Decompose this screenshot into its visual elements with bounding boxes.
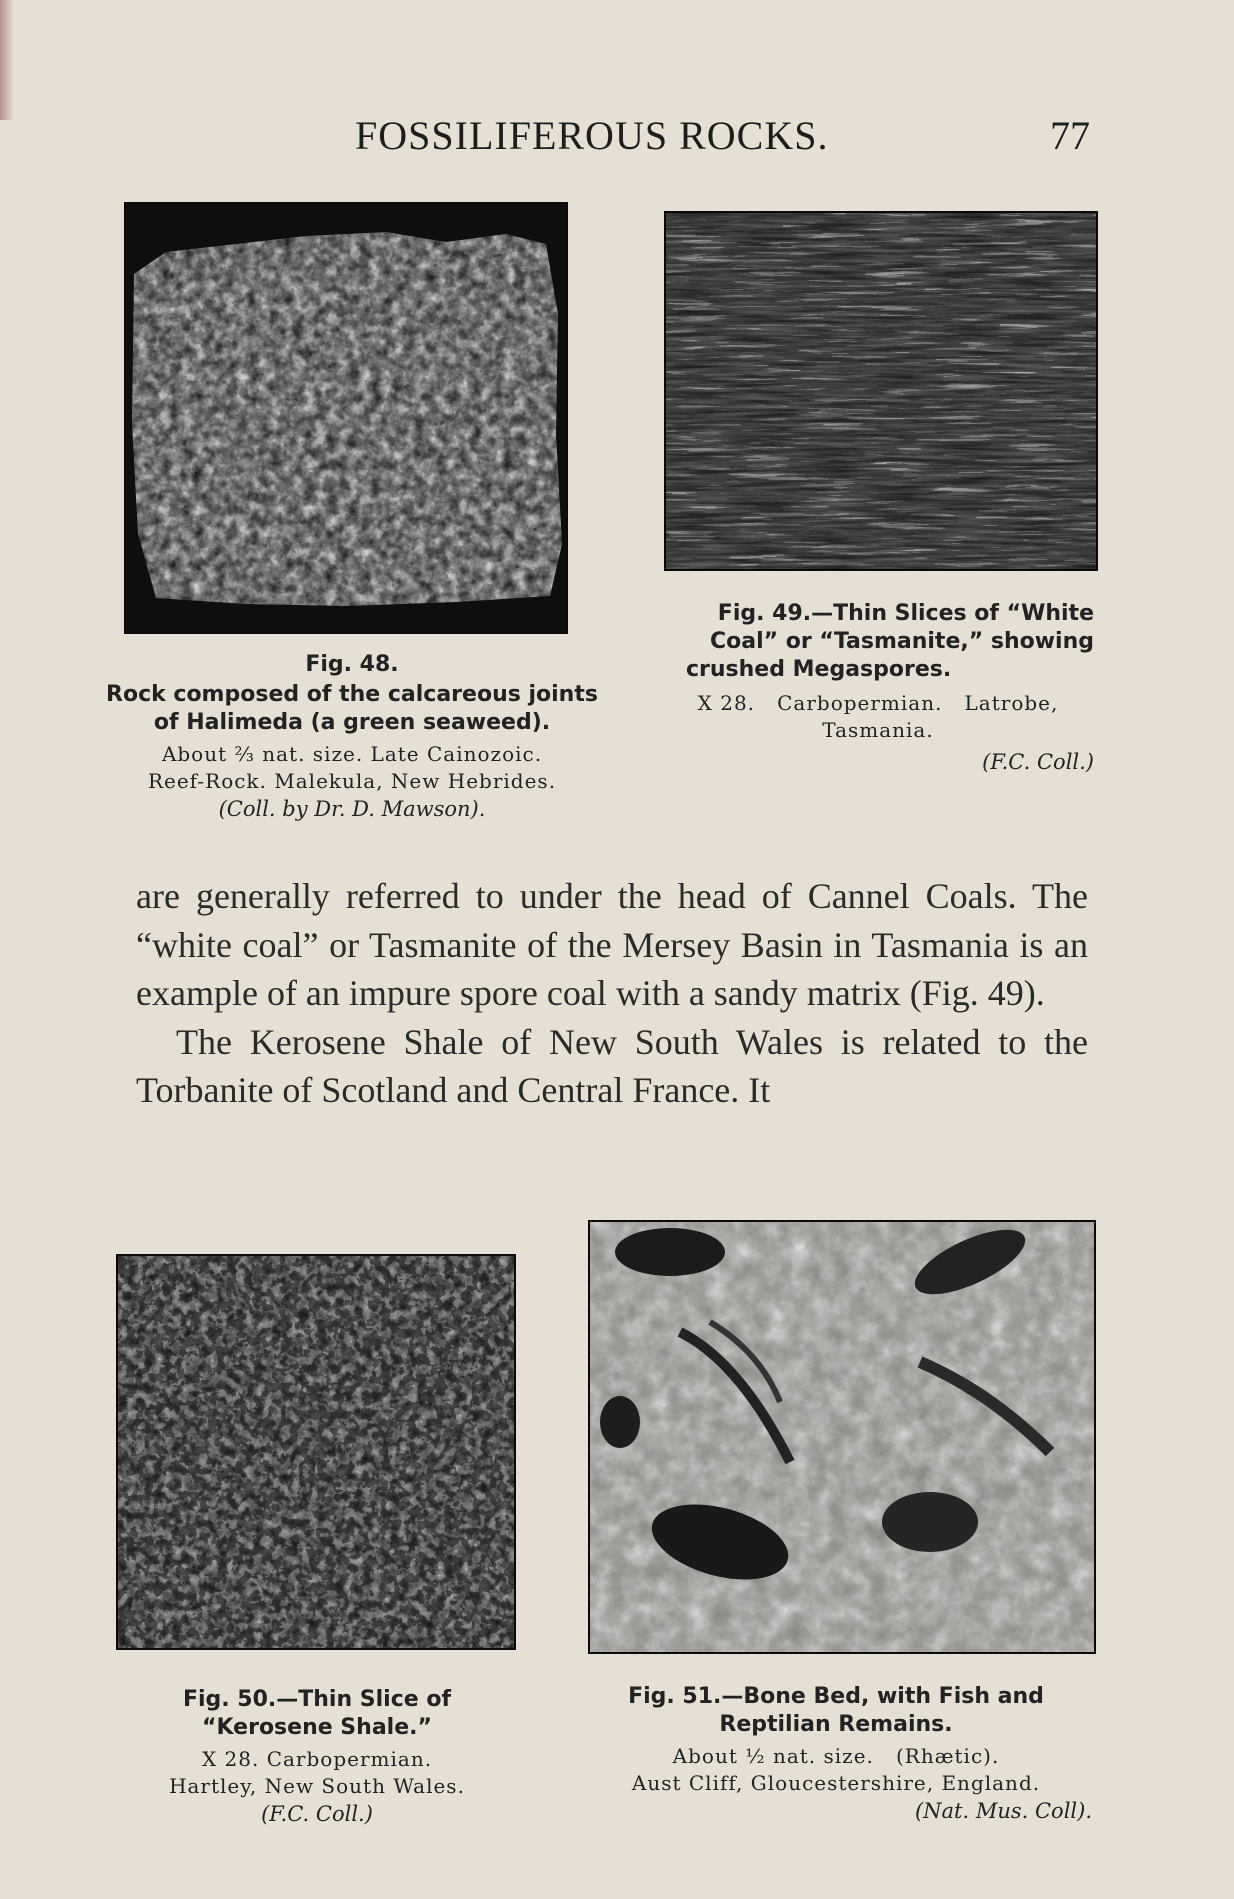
page-edge-shadow [0,0,14,120]
fig48-credit: (Coll. by Dr. D. Mawson). [218,797,486,821]
body-paragraph-2: The Kerosene Shale of New South Wales is related to the Torbanite of Scotland and Central France. It [136,1021,1088,1110]
fig48-caption [92,651,612,823]
fig51-title-line1: Fig. 51.—Bone Bed, with Fish and [628,1684,1044,1709]
fig48-detail-line2: Reef-Rock. Malekula, New Hebrides. [147,769,557,793]
fig48-title-line2: of Halimeda (a green seaweed). [153,710,551,735]
fig51-detail-line1: About ½ nat. size. (Rhætic). [672,1744,1000,1768]
fig49-photo [664,211,1098,571]
fig50-caption [122,1686,512,1828]
body-paragraph-1: are generally referred to under the head of Cannel Coals. The “white coal” or Tasmanite of the Mersey Basin in Tasmania is an example of an impure spore coal with a sandy matrix (Fig. 49). [136,876,1088,1013]
fig50-photo [116,1254,516,1650]
fig48-label: Fig. 48. [305,652,399,677]
fig49-detail-line2: Tasmania. [822,718,934,742]
fig48-title-line1: Rock composed of the calcareous joints [106,682,598,707]
fig49-credit: (F.C. Coll.) [982,750,1094,774]
body-text [136,872,1088,1115]
fig51-detail-line2: Aust Cliff, Gloucestershire, England. [631,1771,1041,1795]
fig50-detail-line2: Hartley, New South Wales. [169,1774,465,1798]
fig50-title-line2: “Kerosene Shale.” [202,1715,432,1740]
fig48-photo [124,202,568,634]
page-title: FOSSILIFEROUS ROCKS. [355,113,829,158]
fig50-detail-line1: X 28. Carbopermian. [201,1747,433,1771]
fig51-title-line2: Reptilian Remains. [719,1712,953,1737]
fig49-detail-line1: X 28. Carbopermian. Latrobe, [697,691,1059,715]
fig49-caption [662,600,1094,776]
fig49-title-line2: Coal” or “Tasmanite,” showing [710,629,1094,654]
fig51-credit: (Nat. Mus. Coll). [914,1799,1092,1823]
fig51-photo [588,1220,1096,1654]
fig50-title-line1: Fig. 50.—Thin Slice of [182,1687,452,1712]
fig49-title-line3: crushed Megaspores. [686,657,952,682]
fig50-credit: (F.C. Coll.) [261,1802,373,1826]
fig51-caption [580,1683,1092,1825]
running-head [0,112,1234,162]
fig49-title-line1: Fig. 49.—Thin Slices of “White [717,601,1094,626]
fig48-detail-line1: About ⅔ nat. size. Late Cainozoic. [161,742,543,766]
page-number: 77 [1050,113,1090,158]
